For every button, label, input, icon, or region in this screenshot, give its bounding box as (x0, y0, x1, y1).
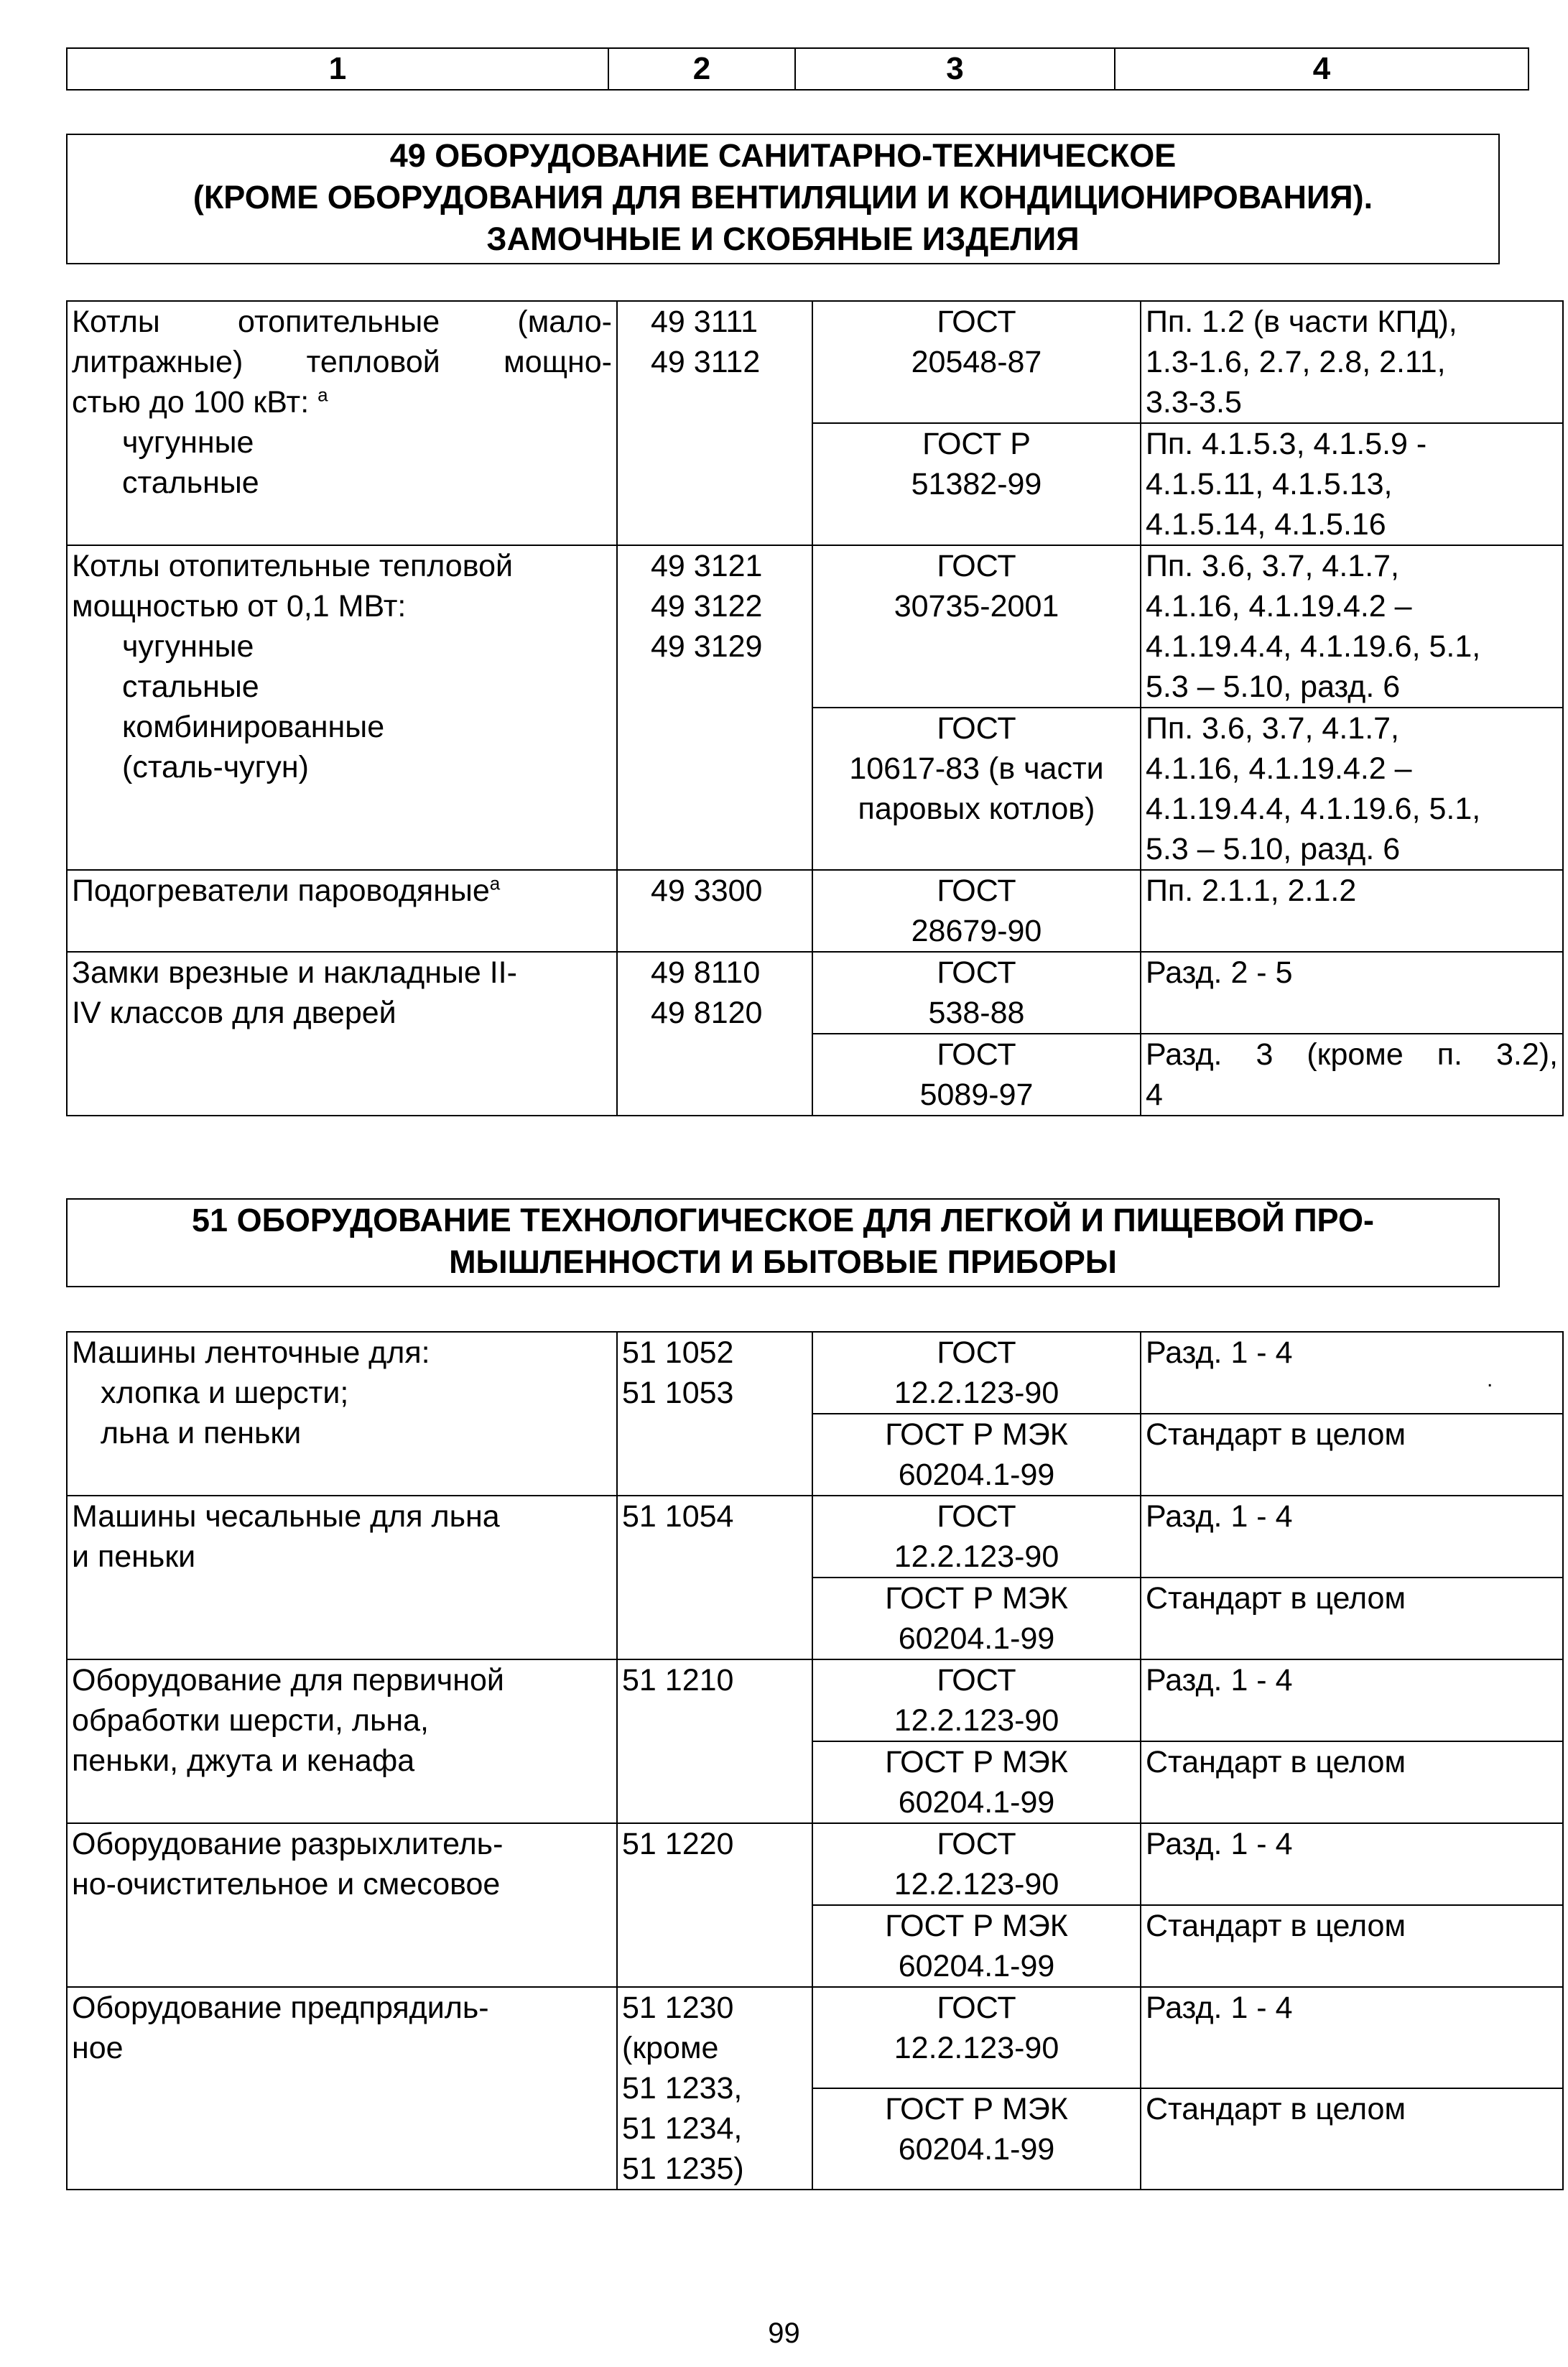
product-code-cell (617, 1659, 812, 1823)
product-code-cell (617, 1496, 812, 1659)
product-name-line: Подогреватели пароводяные$^а$ (72, 872, 501, 908)
clauses-line: Стандарт в целом (1146, 1745, 1406, 1779)
section-title-line: 49 ОБОРУДОВАНИЕ САНИТАРНО-ТЕХНИЧЕСКОЕ (389, 137, 1177, 174)
product-name-line: стью до 100 кВт: $^а$ (72, 384, 328, 420)
product-name-cell (67, 301, 617, 545)
clauses-line: Разд. 2 - 5 (1146, 955, 1293, 990)
standard-line: 12.2.123-90 (894, 1867, 1059, 1902)
clauses-line: Разд. 1 - 4 (1146, 1827, 1293, 1861)
product-name-cell (67, 952, 617, 1116)
clauses-line: 4 (1146, 1078, 1163, 1112)
product-name-line: Замки врезные и накладные II- (72, 955, 517, 990)
table-row (67, 301, 1563, 423)
product-name-line: ное (72, 2031, 124, 2065)
product-code-cell (617, 545, 812, 870)
product-subtype: чугунные (122, 629, 254, 664)
standard-line: ГОСТ Р МЭК (885, 2092, 1068, 2126)
product-code: 51 1052 (622, 1335, 734, 1370)
clauses-cell (1141, 2088, 1563, 2190)
clauses-line: 1.3-1.6, 2.7, 2.8, 2.11, (1146, 345, 1446, 379)
column-number-3: 3 (795, 48, 1115, 90)
product-code: 49 3112 (651, 345, 761, 379)
product-name-line: Машины чесальные для льна (72, 1499, 500, 1534)
standard-line: 60204.1-99 (898, 1621, 1055, 1656)
product-name-line: Котлы отопительные тепловой (72, 549, 514, 583)
standard-cell (812, 1741, 1141, 1823)
table-row (67, 1496, 1563, 1578)
table-row (67, 545, 1563, 708)
clauses-line: Пп. 4.1.5.3, 4.1.5.9 - (1146, 427, 1427, 461)
clauses-cell (1141, 708, 1563, 870)
table-row (67, 1823, 1563, 1905)
section-49-title (66, 134, 1500, 264)
standard-cell (812, 708, 1141, 870)
standard-line: паровых котлов) (858, 792, 1095, 826)
standard-cell (812, 952, 1141, 1034)
standard-line: ГОСТ (937, 1827, 1016, 1861)
product-code: 49 3111 (651, 305, 759, 339)
standard-cell (812, 2088, 1141, 2190)
table-row (67, 870, 1563, 952)
standard-line: 10617-83 (в части (849, 751, 1104, 786)
clauses-line: Стандарт в целом (1146, 2092, 1406, 2126)
product-code: 51 1053 (622, 1376, 734, 1410)
standard-line: ГОСТ Р МЭК (885, 1909, 1068, 1943)
product-name-line: Машины ленточные для: (72, 1335, 430, 1370)
clauses-line: 4.1.19.4.4, 4.1.19.6, 5.1, (1146, 629, 1481, 664)
product-name-cell (67, 545, 617, 870)
standard-line: 60204.1-99 (898, 1785, 1055, 1820)
product-code-cell (617, 870, 812, 952)
product-name-line: IV классов для дверей (72, 996, 396, 1030)
product-code: 49 8110 (651, 955, 761, 990)
product-name-cell (67, 1987, 617, 2190)
section-title-line: ЗАМОЧНЫЕ И СКОБЯНЫЕ ИЗДЕЛИЯ (486, 221, 1080, 257)
product-subtype: хлопка и шерсти; (101, 1376, 349, 1410)
clauses-cell (1141, 1414, 1563, 1496)
standard-line: 12.2.123-90 (894, 1376, 1059, 1410)
section-title-line: МЫШЛЕННОСТИ И БЫТОВЫЕ ПРИБОРЫ (449, 1243, 1117, 1280)
section-51-table (66, 1331, 1564, 2190)
product-name-line: Оборудование предпрядиль- (72, 1991, 489, 2025)
product-code: 51 1220 (622, 1827, 734, 1861)
clauses-line: Стандарт в целом (1146, 1417, 1406, 1452)
clauses-line: Разд. 1 - 4 (1146, 1335, 1293, 1370)
product-code-cell (617, 1987, 812, 2190)
clauses-cell (1141, 1659, 1563, 1741)
product-name-line: но-очистительное и смесовое (72, 1867, 501, 1902)
standard-cell (812, 301, 1141, 423)
standard-cell (812, 1414, 1141, 1496)
product-name-cell (67, 1659, 617, 1823)
clauses-cell (1141, 1987, 1563, 2088)
page-number: 99 (768, 2317, 800, 2349)
standard-line: 28679-90 (911, 914, 1042, 948)
clauses-line: 5.3 – 5.10, разд. 6 (1146, 832, 1401, 866)
clauses-line: Пп. 3.6, 3.7, 4.1.7, (1146, 549, 1400, 583)
column-number-1: 1 (67, 48, 608, 90)
product-name-line: Котлы отопительные (мало- (72, 305, 612, 339)
section-title-line: (КРОМЕ ОБОРУДОВАНИЯ ДЛЯ ВЕНТИЛЯЦИИ И КОНДИЦИОНИРОВАНИЯ). (192, 179, 1373, 216)
product-code: 49 3129 (651, 629, 763, 664)
clauses-cell (1141, 1741, 1563, 1823)
clauses-cell (1141, 1905, 1563, 1987)
standard-line: ГОСТ (937, 1991, 1016, 2025)
product-name-line: мощностью от 0,1 МВт: (72, 589, 407, 624)
clauses-line: Разд. 1 - 4 (1146, 1499, 1293, 1534)
product-code: 51 1233, (622, 2071, 743, 2106)
clauses-cell (1141, 1578, 1563, 1659)
standard-line: ГОСТ (937, 1663, 1016, 1697)
standard-line: ГОСТ Р МЭК (885, 1417, 1068, 1452)
product-name-cell (67, 1496, 617, 1659)
standard-line: ГОСТ (937, 874, 1016, 908)
standard-line: ГОСТ (937, 711, 1016, 746)
product-name-cell (67, 870, 617, 952)
standard-line: 12.2.123-90 (894, 2031, 1059, 2065)
standard-cell (812, 1578, 1141, 1659)
product-code-cell (617, 952, 812, 1116)
standard-line: ГОСТ Р МЭК (885, 1581, 1068, 1616)
standard-line: 5089-97 (919, 1078, 1034, 1112)
footnote-marker: а (317, 384, 328, 406)
standard-line: 20548-87 (911, 345, 1042, 379)
clauses-cell (1141, 423, 1563, 545)
clauses-line: Разд. 1 - 4 (1146, 1991, 1293, 2025)
standard-line: 538-88 (928, 996, 1025, 1030)
clauses-line: 4.1.5.14, 4.1.5.16 (1146, 507, 1386, 542)
clauses-line: Стандарт в целом (1146, 1581, 1406, 1616)
column-number-2: 2 (608, 48, 795, 90)
product-subtype: стальные (122, 465, 259, 500)
standard-cell (812, 870, 1141, 952)
product-code: 51 1210 (622, 1663, 734, 1697)
clauses-cell (1141, 1823, 1563, 1905)
standard-line: 12.2.123-90 (894, 1703, 1059, 1738)
table-row (67, 1659, 1563, 1741)
product-name-line: Оборудование для первичной (72, 1663, 504, 1697)
product-subtype: стальные (122, 670, 259, 704)
standard-cell (812, 545, 1141, 708)
product-subtype: льна и пеньки (101, 1416, 302, 1450)
clauses-cell (1141, 1496, 1563, 1578)
clauses-line: Пп. 3.6, 3.7, 4.1.7, (1146, 711, 1400, 746)
product-code: 49 3121 (651, 549, 763, 583)
section-51-title (66, 1198, 1500, 1287)
standard-line: ГОСТ Р МЭК (885, 1745, 1068, 1779)
footnote-marker: а (489, 872, 501, 894)
section-49-table (66, 300, 1564, 1116)
table-row (67, 1332, 1563, 1414)
standard-cell (812, 423, 1141, 545)
table-row (67, 1987, 1563, 2088)
clauses-line: Пп. 2.1.1, 2.1.2 (1146, 874, 1357, 908)
product-code: 49 3122 (651, 589, 763, 624)
product-code: 51 1054 (622, 1499, 734, 1534)
standard-line: ГОСТ (937, 955, 1016, 990)
clauses-line: Разд. 3 (кроме п. 3.2), (1146, 1037, 1558, 1072)
product-subtype: (сталь-чугун) (122, 750, 309, 784)
standard-line: ГОСТ (937, 1037, 1016, 1072)
standard-cell (812, 1987, 1141, 2088)
clauses-cell (1141, 1034, 1563, 1116)
product-name-line: литражные) тепловой мощно- (72, 345, 612, 379)
standard-line: 51382-99 (911, 467, 1042, 501)
column-number-header (66, 47, 1529, 91)
standard-line: ГОСТ (937, 1499, 1016, 1534)
clauses-line: 5.3 – 5.10, разд. 6 (1146, 670, 1401, 704)
product-name-line: пеньки, джута и кенафа (72, 1743, 415, 1778)
standard-line: ГОСТ (937, 1335, 1016, 1370)
clauses-line: Пп. 1.2 (в части КПД), (1146, 305, 1457, 339)
standard-line: 12.2.123-90 (894, 1539, 1059, 1574)
clauses-cell (1141, 1332, 1563, 1414)
product-code: 51 1230 (622, 1991, 734, 2025)
standard-line: ГОСТ (937, 549, 1016, 583)
product-code: 51 1234, (622, 2111, 743, 2146)
clauses-cell (1141, 952, 1563, 1034)
standard-cell (812, 1905, 1141, 1987)
standard-line: 60204.1-99 (898, 1949, 1055, 1983)
standard-line: ГОСТ Р (922, 427, 1031, 461)
standard-cell (812, 1034, 1141, 1116)
product-name-line: и пеньки (72, 1539, 196, 1574)
clauses-line: 4.1.5.11, 4.1.5.13, (1146, 467, 1393, 501)
standard-line: 60204.1-99 (898, 2132, 1055, 2167)
product-code: 49 8120 (651, 996, 763, 1030)
product-name-cell (67, 1823, 617, 1987)
product-subtype: комбинированные (122, 710, 385, 744)
clauses-line: Стандарт в целом (1146, 1909, 1406, 1943)
standard-line: 30735-2001 (894, 589, 1059, 624)
clauses-line: 4.1.19.4.4, 4.1.19.6, 5.1, (1146, 792, 1481, 826)
stray-mark: . (1487, 1368, 1493, 1391)
product-name-cell (67, 1332, 617, 1496)
product-code-cell (617, 1823, 812, 1987)
clauses-cell (1141, 301, 1563, 423)
standard-cell (812, 1332, 1141, 1414)
clauses-line: Разд. 1 - 4 (1146, 1663, 1293, 1697)
section-title-line: 51 ОБОРУДОВАНИЕ ТЕХНОЛОГИЧЕСКОЕ ДЛЯ ЛЕГКОЙ И ПИЩЕВОЙ ПРО- (192, 1202, 1374, 1238)
product-code: (кроме (622, 2031, 719, 2065)
product-name-line: Оборудование разрыхлитель- (72, 1827, 504, 1861)
clauses-line: 3.3-3.5 (1146, 385, 1242, 420)
clauses-line: 4.1.16, 4.1.19.4.2 – (1146, 589, 1412, 624)
product-code-cell (617, 301, 812, 545)
column-number-4: 4 (1115, 48, 1528, 90)
standard-cell (812, 1659, 1141, 1741)
product-subtype: чугунные (122, 425, 254, 460)
standard-line: ГОСТ (937, 305, 1016, 339)
table-row (67, 952, 1563, 1034)
standard-cell (812, 1823, 1141, 1905)
product-code-cell (617, 1332, 812, 1496)
clauses-cell (1141, 870, 1563, 952)
standard-line: 60204.1-99 (898, 1458, 1055, 1492)
standard-cell (812, 1496, 1141, 1578)
product-name-line: обработки шерсти, льна, (72, 1703, 429, 1738)
product-code: 49 3300 (651, 874, 763, 908)
clauses-line: 4.1.16, 4.1.19.4.2 – (1146, 751, 1412, 786)
product-code: 51 1235) (622, 2151, 744, 2186)
clauses-cell (1141, 545, 1563, 708)
